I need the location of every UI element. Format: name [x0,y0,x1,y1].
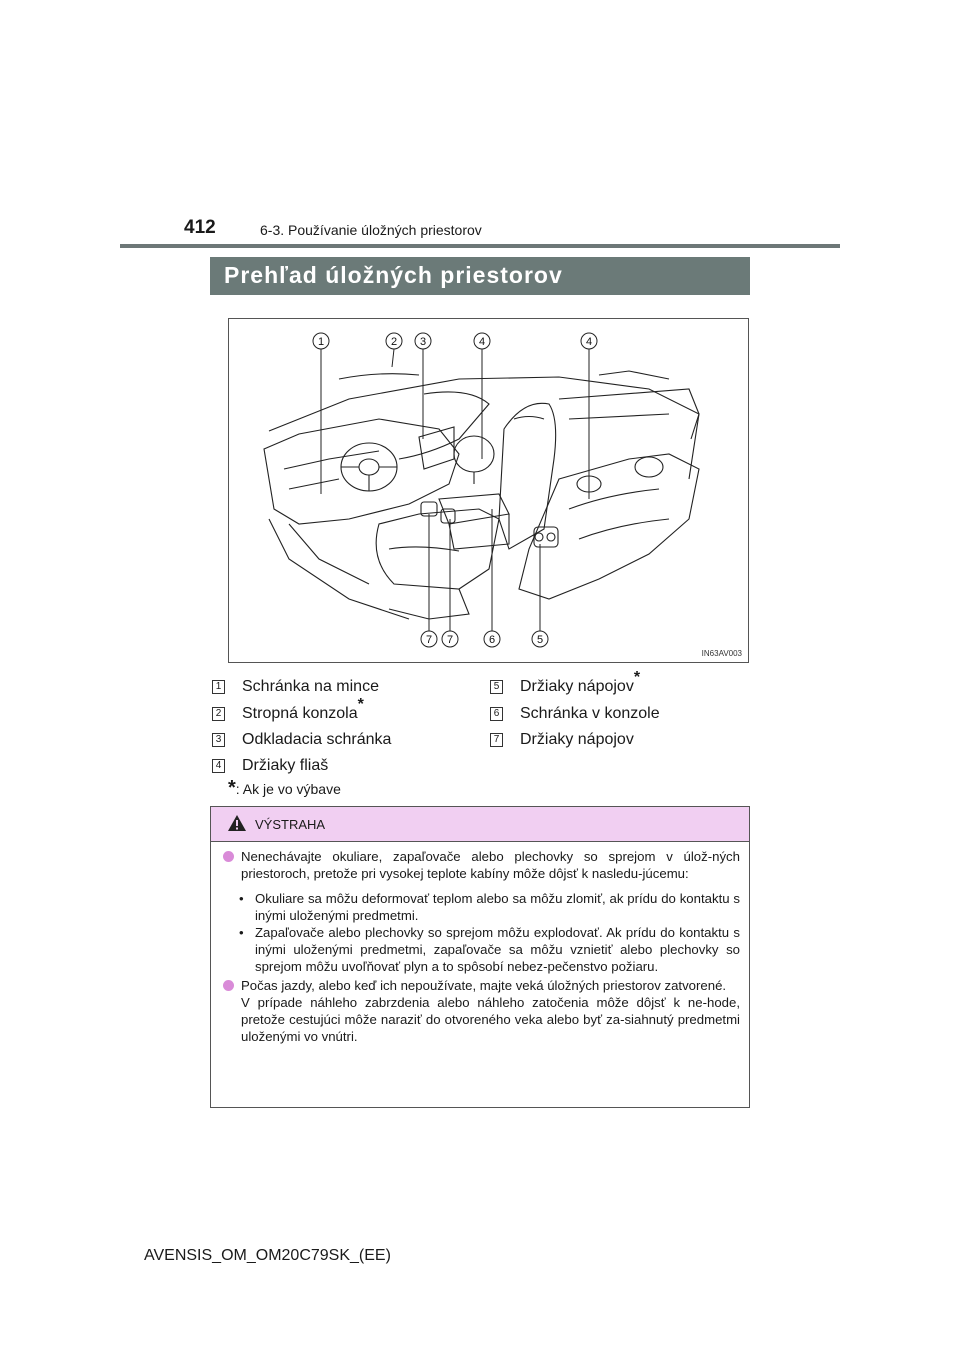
callout-3: 3 [419,336,427,348]
legend-label: Držiaky nápojov [520,731,634,748]
legend-number: 1 [212,680,225,694]
figure-code: IN63AV003 [701,649,742,658]
warning-sub-text: Okuliare sa môžu deformovať teplom alebo sa môžu zlomiť, ak prídu do kontaktu s inými uloženými predmetmi. [255,891,740,923]
legend-number: 7 [490,733,503,747]
legend-item [212,757,328,779]
legend-item [212,731,391,753]
warning-item-text: Počas jazdy, alebo keď ich nepoužívate, majte veká úložných priestorov zatvorené. [241,978,727,993]
sub-bullet: • [239,925,244,940]
header-rule [120,244,840,248]
warning-header [211,807,749,842]
bullet-dot-icon [223,980,234,991]
warning-sub-item [239,890,740,924]
section-header: 6-3. Používanie úložných priestorov [260,222,482,238]
footer: AVENSIS_OM_OM20C79SK_(EE) [144,1247,391,1264]
page-number: 412 [184,217,216,238]
warning-sub-list [223,890,740,975]
warning-body [211,842,749,1045]
warning-box [210,806,750,1108]
footnote [228,777,341,800]
warning-item-text: Nenechávajte okuliare, zapaľovače alebo plechovky so sprejom v úlož-ných priestoroch, pretože pri vysokej teplote kabíny môže dôjsť k nasledu-júcemu: [241,849,740,881]
legend-item: 5 Držiaky nápojov * [490,678,640,700]
footnote-text: : Ak je vo výbave [235,781,341,797]
footnote-star: * [228,777,236,799]
legend-label: Schránka na mince [242,678,379,695]
warning-sub-text: Zapaľovače alebo plechovky so sprejom môžu explodovať. Ak prídu do kontaktu s inými uloženými predmetmi, zapaľovače sa môžu vznietiť alebo plechovky so sprejom môžu uvoľňovať plyn a to spôsobí nebez-pečenstvo požiaru. [255,925,740,974]
callout-4a: 4 [478,336,486,348]
callout-7a: 7 [425,634,433,646]
car-interior-illustration [229,319,749,663]
legend-item [490,705,660,727]
legend-label: Držiaky nápojov [520,678,634,695]
warning-sub-item [239,924,740,975]
callout-2: 2 [390,336,398,348]
callout-1: 1 [317,336,325,348]
warning-item-text: V prípade náhleho zabrzdenia alebo náhleho zatočenia môže dôjsť k ne-hode, pretože cestujúci môže naraziť do otvoreného veka alebo byť za-siahnutý predmetmi uloženými vo vnútri. [241,995,740,1044]
legend-number: 6 [490,707,503,721]
legend-item [490,731,634,753]
warning-item [223,977,740,1045]
warning-title: VÝSTRAHA [255,817,326,832]
page-title: Prehľad úložných priestorov [224,262,563,288]
legend-item: 2 Stropná konzola * [212,705,364,727]
legend-item [212,678,379,700]
callout-5: 5 [536,634,544,646]
bullet-dot-icon [223,851,234,862]
legend-number: 3 [212,733,225,747]
legend-number: 2 [212,707,225,721]
legend-label: Stropná konzola [242,705,358,722]
sub-bullet: • [239,891,244,906]
legend-number: 5 [490,680,503,694]
interior-figure [228,318,749,663]
callout-6: 6 [488,634,496,646]
warning-item [223,848,740,882]
legend-label: Odkladacia schránka [242,731,392,748]
legend-label: Držiaky fliaš [242,757,329,774]
warning-triangle-icon [227,814,247,832]
legend-number: 4 [212,759,225,773]
callout-4b: 4 [585,336,593,348]
legend-label: Schránka v konzole [520,705,660,722]
callout-7b: 7 [446,634,454,646]
title-bar [210,257,750,295]
